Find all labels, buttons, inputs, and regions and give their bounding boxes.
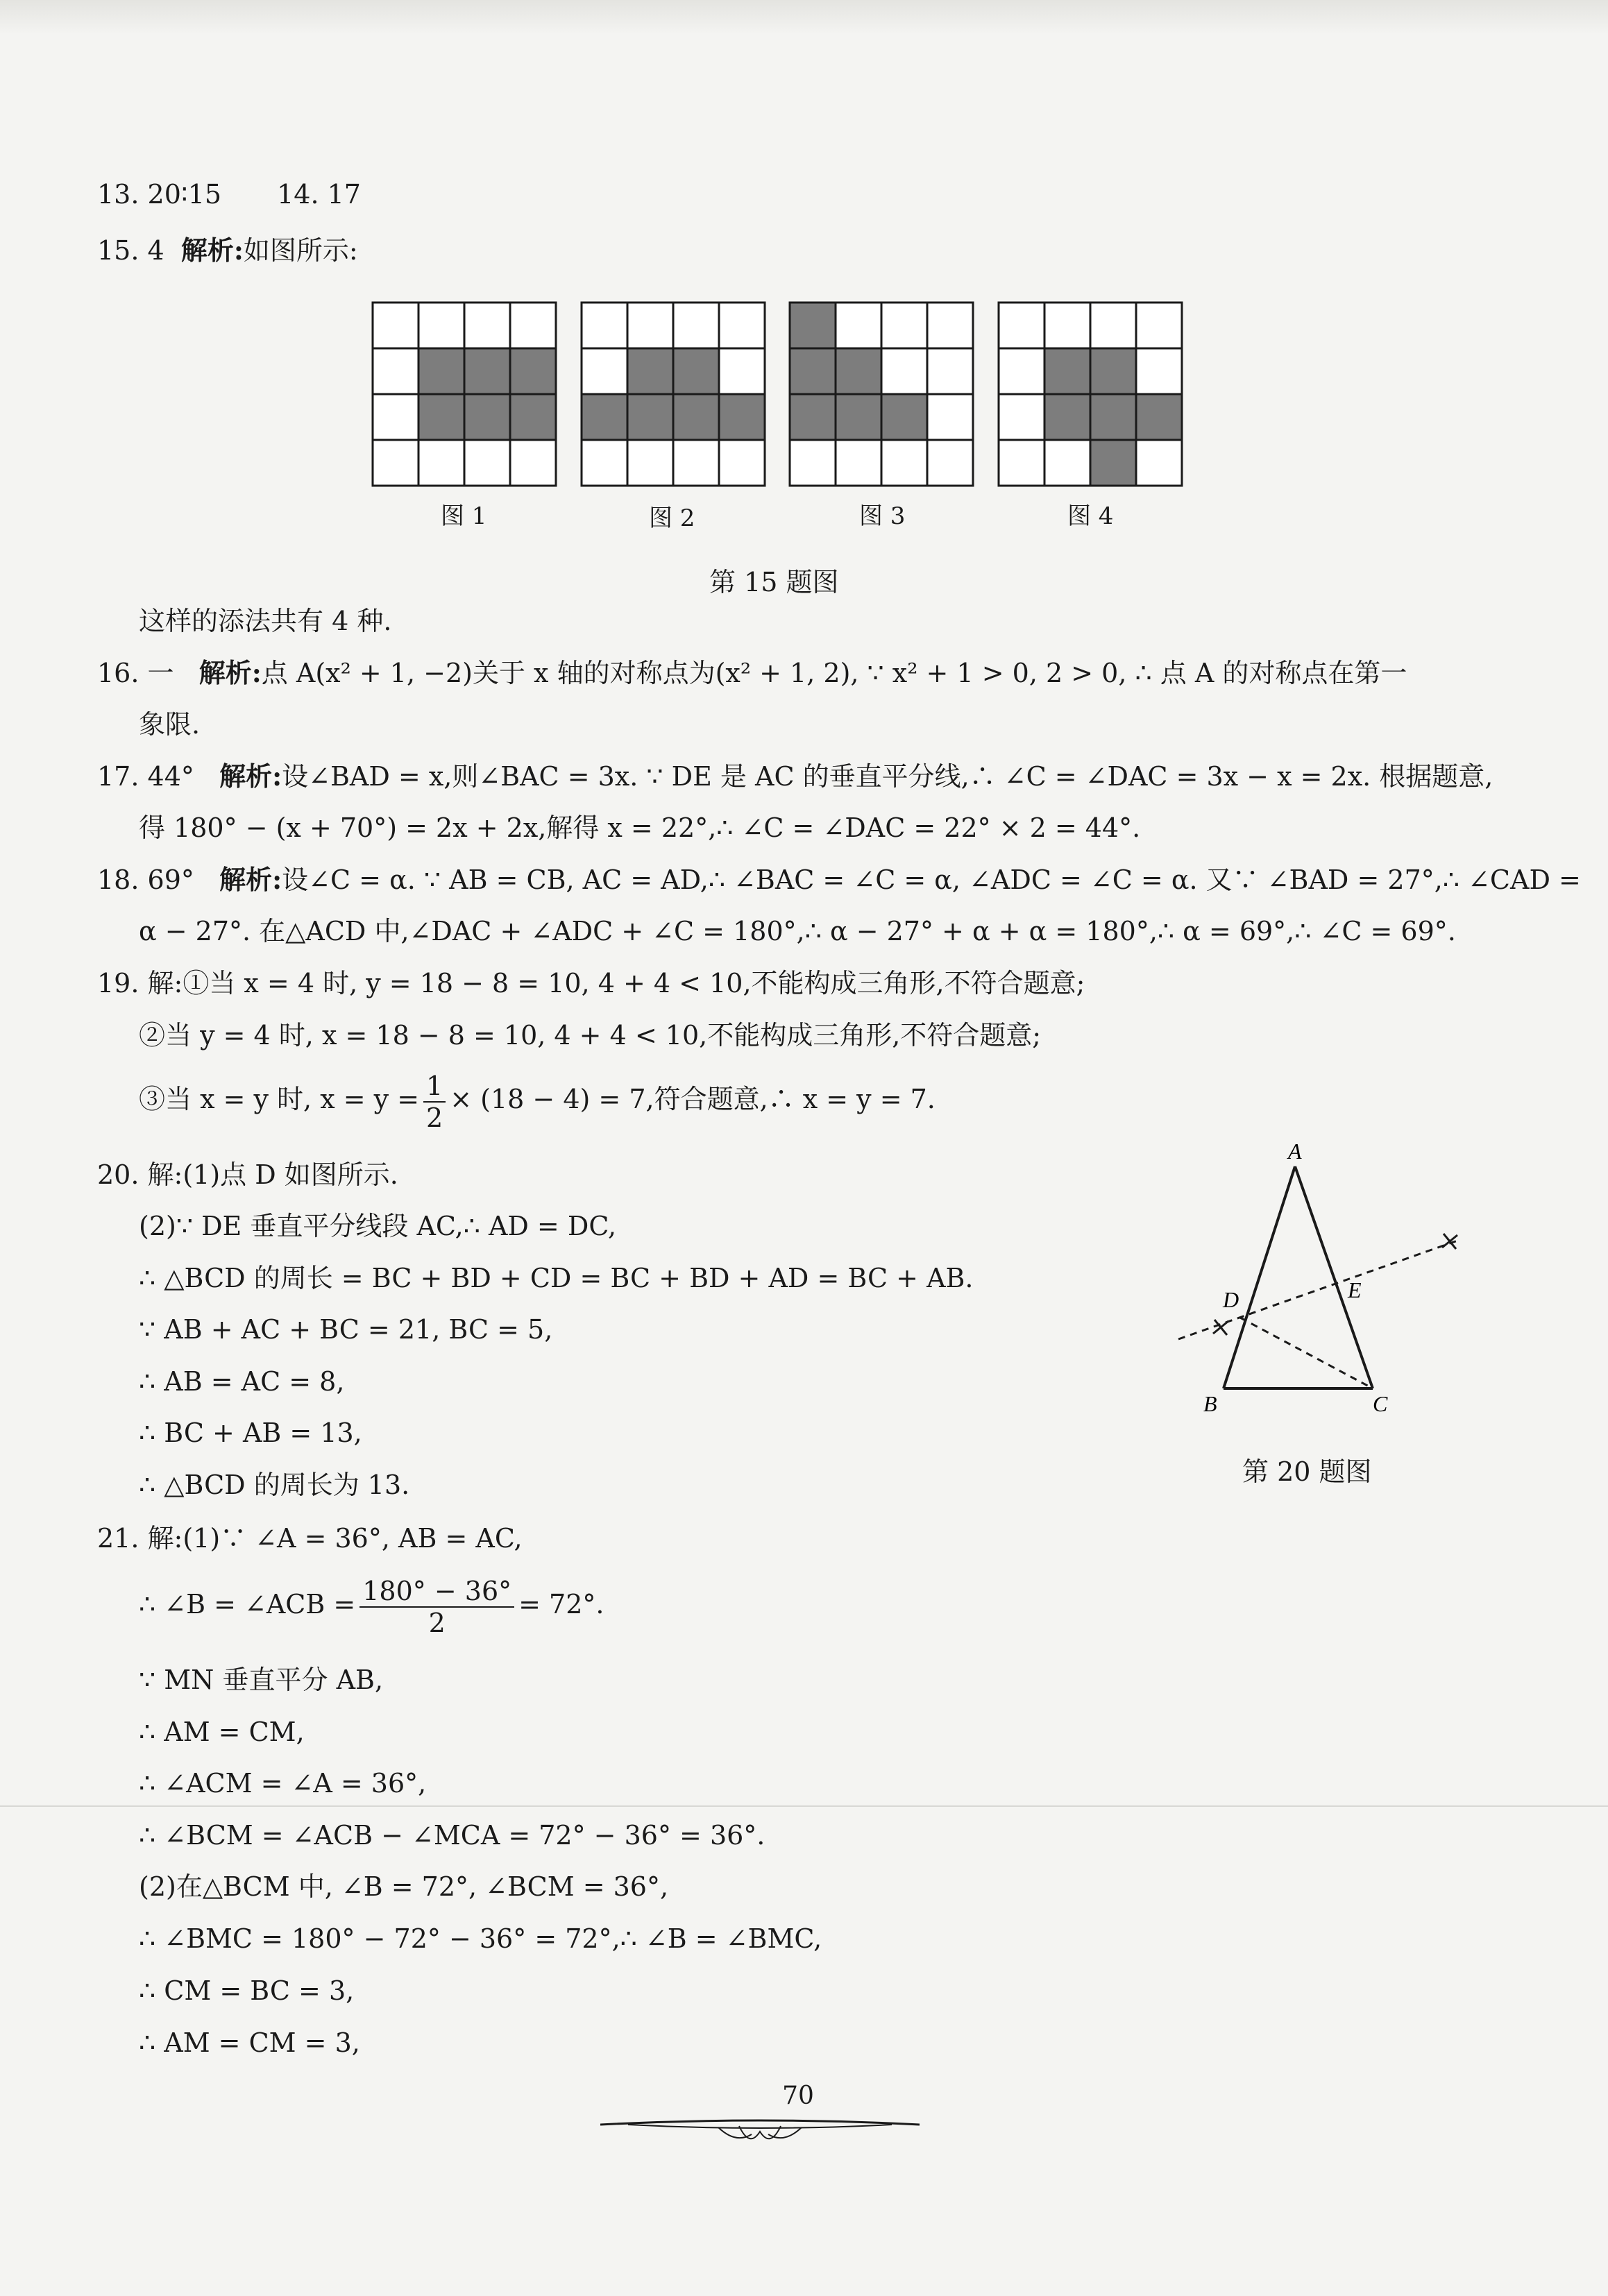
grid-cell	[464, 440, 510, 486]
answer-21-line-7: (2)在△BCM 中, ∠B = 72°, ∠BCM = 36°,	[139, 1871, 669, 1902]
answer-18-text-1: 设∠C = α. ∵ AB = CB, AC = AD,∴ ∠BAC = ∠C = α, ∠ADC = ∠C = α. 又∵ ∠BAD = 27°,∴ ∠CAD =	[282, 865, 1581, 895]
shaded-cell	[464, 348, 510, 394]
answer-18-line-1	[97, 861, 1581, 899]
shaded-cell	[627, 394, 673, 440]
fraction-denominator: 2	[428, 1607, 446, 1638]
shaded-cell	[1044, 394, 1090, 440]
answer-21-line-2-post: = 72°.	[518, 1589, 604, 1619]
answer-20-line-7: ∴ △BCD 的周长为 13.	[139, 1470, 410, 1500]
shaded-cell	[719, 394, 765, 440]
grid-cell	[790, 440, 836, 486]
answer-20-line-5: ∴ AB = AC = 8,	[139, 1366, 345, 1397]
grid-cell	[927, 348, 973, 394]
answer-13-14	[97, 176, 361, 213]
answer-15-conclusion: 这样的添法共有 4 种.	[139, 606, 392, 636]
shaded-cell	[510, 394, 556, 440]
answer-21-line-4: ∴ AM = CM,	[139, 1717, 305, 1747]
footer-ornament-icon	[600, 2114, 920, 2155]
analysis-label: 解析:	[198, 657, 262, 688]
figure15-title: 第 15 题图	[709, 567, 839, 597]
answer-18-number: 18. 69°	[97, 865, 194, 895]
figure15-caption-2: 图 2	[649, 504, 695, 532]
answer-21-line-10: ∴ AM = CM = 3,	[139, 2027, 360, 2058]
analysis-label: 解析:	[219, 864, 282, 895]
grid-cell	[418, 303, 464, 348]
perpendicular-bisector-DE	[1178, 1241, 1457, 1339]
figure15-caption-1: 图 1	[441, 502, 487, 530]
grid-cell	[719, 303, 765, 348]
answer-21-line-8: ∴ ∠BMC = 180° − 72° − 36° = 72°,∴ ∠B = ∠BMC,	[139, 1923, 822, 1954]
grid-cell	[510, 303, 556, 348]
answer-15-number: 15. 4	[97, 235, 164, 266]
grid-cell	[1136, 440, 1182, 486]
answer-16-line-2: 象限.	[139, 709, 201, 740]
side-AB	[1224, 1166, 1295, 1388]
shaded-cell	[582, 394, 627, 440]
answer-20-line-2: (2)∵ DE 垂直平分线段 AC,∴ AD = DC,	[139, 1211, 617, 1241]
grid-cell	[373, 440, 418, 486]
grid-cell	[999, 394, 1044, 440]
answer-21-line-6: ∴ ∠BCM = ∠ACB − ∠MCA = 72° − 36° = 36°.	[139, 1820, 765, 1851]
answer-17-line-1	[97, 758, 1493, 795]
figure20-title: 第 20 题图	[1242, 1456, 1372, 1487]
grid-cell	[373, 348, 418, 394]
grid-cell	[510, 440, 556, 486]
answer-20-line-6: ∴ BC + AB = 13,	[139, 1418, 362, 1448]
label-B: B	[1203, 1391, 1217, 1416]
answer-19-line-3	[139, 1069, 936, 1133]
arc-mark-left	[1213, 1320, 1228, 1335]
grid-cell	[673, 303, 719, 348]
fraction-one-half	[423, 1071, 446, 1133]
answer-20-line-1: 20. 解:(1)点 D 如图所示.	[97, 1159, 398, 1190]
shaded-cell	[464, 394, 510, 440]
grid-cell	[373, 394, 418, 440]
shaded-cell	[418, 348, 464, 394]
shaded-cell	[836, 348, 881, 394]
grid-cell	[836, 303, 881, 348]
fraction-numerator: 1	[423, 1071, 446, 1103]
answer-20-line-3: ∴ △BCD 的周长 = BC + BD + CD = BC + BD + AD = BC + AB.	[139, 1263, 974, 1293]
answer-21-line-3: ∵ MN 垂直平分 AB,	[139, 1665, 384, 1695]
page-number: 70	[782, 2082, 814, 2110]
answer-16-number: 16. 一	[97, 658, 174, 688]
grid-cell	[836, 440, 881, 486]
grid-cell	[1090, 303, 1136, 348]
shaded-cell	[418, 394, 464, 440]
grid-cell	[627, 303, 673, 348]
answer-19-line-3-post: × (18 − 4) = 7,符合题意,∴ x = y = 7.	[450, 1084, 936, 1114]
answer-21-line-5: ∴ ∠ACM = ∠A = 36°,	[139, 1768, 427, 1798]
answer-14: 14. 17	[277, 179, 361, 210]
grid-cell	[927, 303, 973, 348]
figure15-caption-4: 图 4	[1067, 502, 1114, 530]
grid-cell	[582, 303, 627, 348]
grid-cell	[1044, 303, 1090, 348]
figure15-grid-4	[996, 300, 1185, 488]
answer-15-text: 如图所示:	[243, 235, 358, 266]
answer-17-line-2: 得 180° − (x + 70°) = 2x + 2x,解得 x = 22°,∴ ∠C = ∠DAC = 22° × 2 = 44°.	[139, 813, 1141, 843]
answer-21-line-2-pre: ∴ ∠B = ∠ACB =	[139, 1589, 356, 1619]
shaded-cell	[1090, 394, 1136, 440]
answer-19-line-3-pre: ③当 x = y 时, x = y =	[139, 1084, 420, 1114]
grid-cell	[1136, 303, 1182, 348]
grid-cell	[627, 440, 673, 486]
grid-cell	[1044, 440, 1090, 486]
grid-cell	[719, 348, 765, 394]
grid-cell	[418, 440, 464, 486]
answer-17-number: 17. 44°	[97, 761, 194, 792]
answer-20-line-4: ∵ AB + AC + BC = 21, BC = 5,	[139, 1314, 553, 1345]
grid-cell	[927, 394, 973, 440]
shaded-cell	[790, 394, 836, 440]
answer-13: 13. 20∶15	[97, 179, 222, 210]
label-C: C	[1373, 1391, 1388, 1416]
shaded-cell	[881, 394, 927, 440]
shaded-cell	[673, 348, 719, 394]
shaded-cell	[673, 394, 719, 440]
grid-cell	[881, 348, 927, 394]
shaded-cell	[790, 348, 836, 394]
label-E: E	[1348, 1277, 1362, 1302]
fraction-denominator: 2	[426, 1102, 443, 1133]
grid-cell	[582, 348, 627, 394]
grid-cell	[719, 440, 765, 486]
shaded-cell	[790, 303, 836, 348]
answer-19-line-1: 19. 解:①当 x = 4 时, y = 18 − 8 = 10, 4 + 4 < 10,不能构成三角形,不符合题意;	[97, 968, 1085, 998]
label-A: A	[1288, 1139, 1302, 1164]
grid-cell	[582, 440, 627, 486]
shaded-cell	[1136, 394, 1182, 440]
figure15-grid-3	[787, 300, 976, 488]
figure15-caption-3: 图 3	[859, 502, 906, 530]
grid-cell	[999, 348, 1044, 394]
scan-top-edge	[0, 0, 1608, 35]
grid-cell	[881, 303, 927, 348]
answer-21-line-9: ∴ CM = BC = 3,	[139, 1975, 355, 2006]
grid-cell	[464, 303, 510, 348]
fraction-angle	[359, 1576, 514, 1638]
figure15-grid-1	[370, 300, 559, 488]
grid-cell	[999, 440, 1044, 486]
grid-cell	[881, 440, 927, 486]
analysis-label: 解析:	[219, 760, 282, 792]
shaded-cell	[1090, 440, 1136, 486]
shaded-cell	[1090, 348, 1136, 394]
grid-cell	[673, 440, 719, 486]
grid-cell	[373, 303, 418, 348]
grid-cell	[927, 440, 973, 486]
answer-21-line-2	[139, 1574, 604, 1638]
fraction-numerator: 180° − 36°	[359, 1576, 514, 1608]
answer-15	[97, 232, 358, 269]
answer-16-line-1	[97, 654, 1407, 692]
grid-cell	[1136, 348, 1182, 394]
grid-cell	[999, 303, 1044, 348]
shaded-cell	[1044, 348, 1090, 394]
shaded-cell	[510, 348, 556, 394]
analysis-label: 解析:	[180, 235, 244, 266]
answer-16-text-1: 点 A(x² + 1, −2)关于 x 轴的对称点为(x² + 1, 2), ∵ x² + 1 > 0, 2 > 0, ∴ 点 A 的对称点在第一	[261, 658, 1407, 688]
answer-17-text-1: 设∠BAD = x,则∠BAC = 3x. ∵ DE 是 AC 的垂直平分线,∴ ∠C = ∠DAC = 3x − x = 2x. 根据题意,	[282, 761, 1493, 792]
answer-21-line-1: 21. 解:(1)∵ ∠A = 36°, AB = AC,	[97, 1523, 523, 1554]
label-D: D	[1223, 1287, 1239, 1312]
answer-19-line-2: ②当 y = 4 时, x = 18 − 8 = 10, 4 + 4 < 10,不能构成三角形,不符合题意;	[139, 1020, 1042, 1051]
scan-fold-line	[0, 1805, 1608, 1807]
shaded-cell	[627, 348, 673, 394]
figure15-grid-2	[579, 300, 768, 488]
figure20-triangle	[1152, 1138, 1485, 1429]
shaded-cell	[836, 394, 881, 440]
answer-18-line-2: α − 27°. 在△ACD 中,∠DAC + ∠ADC + ∠C = 180°,∴ α − 27° + α + α = 180°,∴ α = 69°,∴ ∠C = 69°.	[139, 916, 1456, 946]
